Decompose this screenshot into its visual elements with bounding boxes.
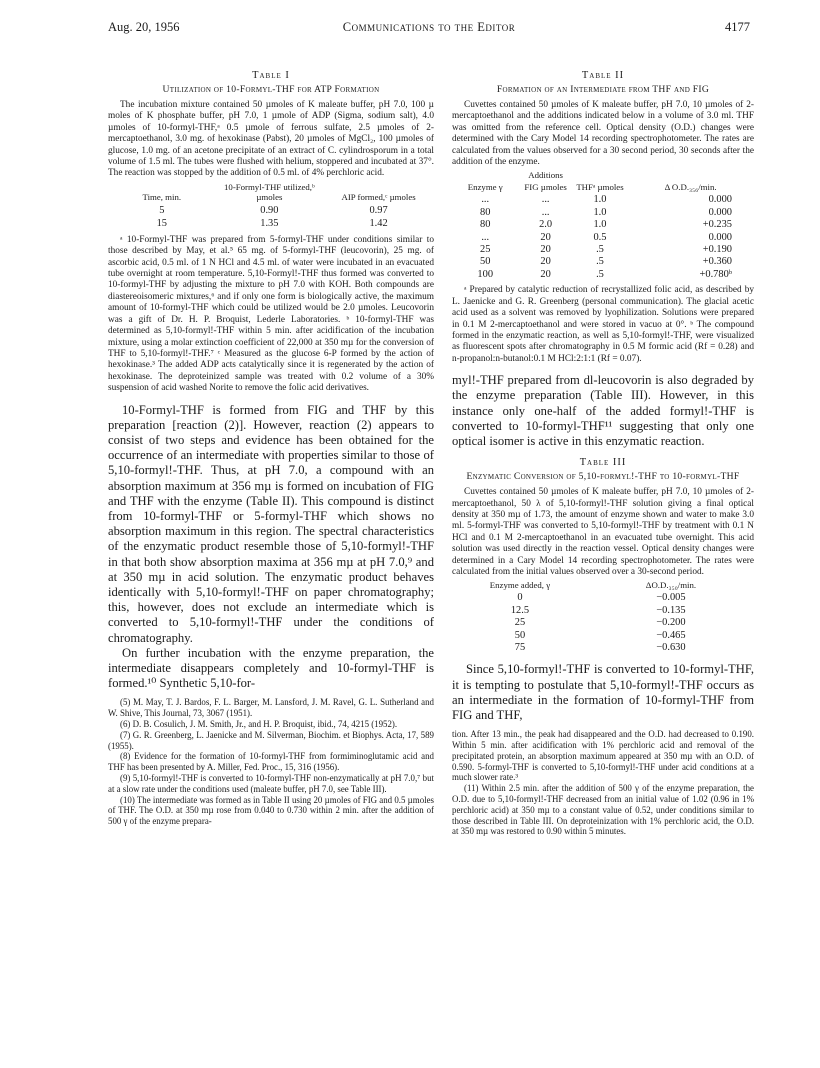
header-journal: Communications to the Editor: [342, 20, 516, 34]
table-cell: 80: [480, 219, 491, 231]
table-row: [452, 605, 754, 617]
table-cell: 20: [540, 244, 551, 256]
table-cell: 20: [540, 231, 551, 243]
table-cell: −0.630: [656, 642, 686, 654]
table-cell: −0.135: [656, 604, 686, 616]
table-row: [452, 617, 754, 629]
table-row: [452, 207, 754, 219]
table-cell: ...: [481, 231, 490, 243]
header-page-number: 4177: [725, 20, 750, 34]
table-cell: −0.200: [656, 617, 686, 629]
table-cell: 20: [540, 256, 551, 268]
table-row: [452, 194, 754, 206]
table-row: [452, 232, 754, 244]
table-cell: 2.0: [539, 219, 553, 231]
footnote: (11) Within 2.5 min. after the addition of 500 γ of the enzyme preparation, the O.D. due to 5,10-formyl!-THF decreased from an initial value of 1.02 (0.96 in 1% perchloric acid) at 350 mµ to a constant value of 0.52, under conditions similar to those described in Table III. On deproteinization with 1% perchloric acid, the O.D. at 350 mµ was restored to 0.90 within 5 minutes.: [452, 783, 754, 837]
table2-header-row: [452, 170, 754, 182]
table-cell: 1.0: [593, 194, 607, 206]
table-cell: +0.235: [702, 219, 732, 231]
table-cell: .5: [596, 256, 604, 268]
table2: [452, 170, 754, 281]
table2-title: Table II: [581, 70, 625, 81]
table-cell: 1.0: [593, 219, 607, 231]
table-row: [108, 204, 434, 218]
table1-title: Table I: [252, 70, 290, 81]
table2-header-cell: Enzyme γ: [467, 182, 503, 193]
table-cell: 0: [517, 592, 523, 604]
table2-description: Cuvettes contained 50 µmoles of K maleate buffer, pH 7.0, 10 µmoles of 2-mercaptoethanol and the additions indicated below in a volume of 3.0 ml. THF was omitted from the reference cell. Optical density (O.D.) changes were determined with the Cary Model 14 recording spectrophotometer. The rates are calculated from the values observed for a 30 second period, 30 seconds after the addition of the enzyme.: [452, 100, 754, 168]
table-row: [452, 256, 754, 268]
footnote: tion. After 13 min., the peak had disappeared and the O.D. had decreased to 0.190. Within 5 min. after acidification with 1% perchloric acid and removal of the precipitated protein, an absorption maximum appeared at 350 mµ with an O.D. of 0.590. 5-formyl-THF is converted to 5,10-formyl!-THF under acid conditions at a much slower rate.³: [452, 729, 754, 783]
table-cell: 50: [514, 629, 526, 641]
table-cell: 80: [480, 206, 491, 218]
table-cell: 25: [514, 617, 526, 629]
table-cell: 75: [514, 642, 526, 654]
table3-header-row: [452, 580, 754, 592]
body-paragraph: Since 5,10-formyl!-THF is converted to 10-formyl-THF, it is tempting to postulate that 5,10-formyl!-THF occurs as an intermediate in the formation of 10-formyl-THF from FIG and THF,: [452, 662, 754, 723]
table-cell: 5: [159, 204, 165, 216]
table-row: [452, 592, 754, 604]
table1-footnote: ᵃ 10-Formyl-THF was prepared from 5-formyl-THF under conditions similar to those described by May, et al.⁵ 65 mg. of 5-formyl-THF (leucovorin), 25 mg. of ascorbic acid, 0.5 ml. of 1 N HCl and 4.5 ml. of water were incubated in an evacuated tube overnight at room temperature. 5,10-Formyl!-THF thus formed was converted to 10-formyl-THF by adjusting the mixture to pH 7.0 with KOH. Both compounds are diastereoisomeric mixtures,⁶ and if only one form is biologically active, the maximum amount of 10-formyl-THF which could be utilized would be 2.0 µmoles. Leucovorin was a gift of Dr. H. P. Broquist, Lederle Laboratories. ᵇ 10-formyl-THF was determined as 5,10-formyl!-THF within 5 min. after acidification of the incubation mixture, using a molar extinction coefficient of 22,000 at 350 mµ for the conversion of THF to 5,10-formyl!-THF.⁷ ᶜ Measured as the glucose 6-P formed by the action of hexokinase.³ The added ADP acts catalytically since it is regenerated by the action of hexokinase. The deproteinized sample was treated with 0.2 volume of a 30% suspension of acid washed Norite to remove the folic acid derivatives.: [108, 234, 434, 394]
body-paragraph: 10-Formyl-THF is formed from FIG and THF by this preparation [reaction (2)]. However, reaction (2) appears to consist of two steps and evidence has been obtained for the occurrence of an intermediate with properties similar to those of 5,10-formyl!-THF. Thus, at pH 7.0, a compound with an absorption maximum at 356 mµ is formed on incubation of FIG and THF with the enzyme (Table II). This compound is distinct from 10-formyl-THF or 5-formyl-THF which shows no absorption maximum in this region. The spectral characteristics of the enzymatic product resemble those of 5,10-formyl!-THF in that both show absorption maxima at 356 mµ at pH 7.0,⁹ and at 350 mµ in acid solution. The enzymatic product behaves identically with 5,10-formyl!-THF on paper chromatography; this, however, does not exclude an intermediate which is converted to 5,10-formyl!-THF under the conditions of chromatography.: [108, 402, 434, 645]
table-cell: ...: [541, 206, 550, 218]
footnote: (8) Evidence for the formation of 10-formyl-THF from formiminoglutamic acid and THF has been presented by A. Miller, Fed. Proc., 15, 316 (1956).: [108, 751, 434, 773]
table-cell: 12.5: [510, 604, 530, 616]
table-cell: 20: [540, 268, 551, 280]
table1-header-row: [108, 182, 434, 204]
table2-header-cell: FIG µmoles: [524, 182, 567, 193]
table-cell: +0.190: [702, 244, 732, 256]
footnote: (7) G. R. Greenberg, L. Jaenicke and M. Silverman, Biochim. et Biophys. Acta, 17, 589 (1955).: [108, 729, 434, 751]
table-cell: 0.5: [593, 231, 607, 243]
table-row: [452, 630, 754, 642]
table-cell: +0.780ᵇ: [699, 268, 732, 280]
table1-description: The incubation mixture contained 50 µmoles of K maleate buffer, pH 7.0, 100 µ moles of K phosphate buffer, pH 7.0, 1 µmole of ADP (Sigma, sodium salt), 4.0 µmoles of 10-formyl-THF,ᵃ 0.5 µmole of ferrous sulfate, 2.5 µmoles of 2-mercaptoethanol, 3.0 mg. of hexokinase (Pabst), 20 µmoles of MgCl₂, 100 µmoles of glucose, 1.0 mg. of an acetone precipitate of an extract of C. cylindrosporum in a total volume of 1.5 ml. The tubes were flushed with helium, stoppered and incubated at 37°. The reaction was stopped by the addition of 0.5 ml. of 4% perchloric acid.: [108, 100, 434, 179]
table-row: [452, 269, 754, 281]
table-cell: +0.360: [702, 256, 732, 268]
table3-caption: Enzymatic Conversion of 5,10-formyl!-THF to 10-formyl-THF: [466, 471, 740, 483]
table1-caption: Utilization of 10-Formyl-THF for ATP Formation: [162, 84, 380, 95]
table1-header-cell: AIP formed,ᶜ µmoles: [341, 191, 416, 202]
table-row: [452, 642, 754, 654]
table3-description: Cuvettes contained 50 µmoles of K maleate buffer, pH 7.0, 10 µmoles of 2-mercaptoethanol, 50 λ of 5,10-formyl!-THF solution giving a final optical density at 350 mµ of 1.73, the amount of enzyme shown and water to make 3.0 ml. 5-formyl-THF was converted to 5,10-formyl!-THF by treatment with 0.1 N HCl and 0.1 M 2-mercaptoethanol in an evacuated tube overnight. This acid solution was used directly in the reaction vessel. Optical density changes were determined in a Cary Model 14 recording spectrophotometer. The rates were calculated from the initial values observed over a 30-second period.: [452, 487, 754, 577]
footnotes: [108, 697, 434, 827]
table-cell: 0.90: [260, 204, 279, 216]
table-cell: −0.005: [656, 592, 686, 604]
table-cell: 0.97: [369, 204, 388, 216]
table-row: [108, 217, 434, 231]
table-cell: 0.000: [708, 194, 732, 206]
table3: [452, 580, 754, 654]
table3-header-cell: ΔO.D.₃₅₀/min.: [645, 580, 697, 591]
table-cell: 0.000: [708, 231, 732, 243]
table-cell: 1.35: [260, 218, 279, 230]
footnote: (9) 5,10-formyl!-THF is converted to 10-formyl-THF non-enzymatically at pH 7.0,⁷ but at a slow rate under the conditions used (maleate buffer, pH 7.0, see Table III).: [108, 772, 434, 794]
table-cell: ...: [541, 194, 550, 206]
table2-footnote: ᵃ Prepared by catalytic reduction of recrystallized folic acid, as described by L. Jaenicke and G. R. Greenberg (personal communication). The glacial acetic acid used as a solvent was removed by lyophilization. Solutions were prepared in 0.1 M 2-mercaptoethanol and were stored in vacuo at 0°. ᵇ The compound formed in the enzymatic reaction, as well as 5,10-formyl!-THF, were visualized as fluorescent spots after chromatography in 0.5 M formic acid (Rf = 0.28) and n-propanol:n-butanol:0.1 M HCl:2:1:1 (Rf = 0.07).: [452, 285, 754, 364]
table-cell: .5: [596, 268, 604, 280]
table2-header-cell: Δ O.D.₃₅₆/min.: [664, 182, 717, 193]
footnote: (6) D. B. Cosulich, J. M. Smith, Jr., and H. P. Broquist, ibid., 74, 4215 (1952).: [120, 718, 398, 729]
table-cell: ...: [481, 194, 490, 206]
table-cell: 15: [156, 218, 167, 230]
table-row: [452, 244, 754, 256]
table-cell: 25: [480, 244, 491, 256]
table2-header-cell: THFᵃ µmoles: [576, 182, 624, 193]
table1-header-cell: Time, min.: [142, 191, 182, 202]
table2-header-row: [452, 182, 754, 194]
table-cell: 50: [480, 256, 491, 268]
body-paragraph: myl!-THF prepared from dl-leucovorin is also degraded by the enzyme preparation (Table III). However, in this instance only one-half of the added formyl!-THF is converted to 10-formyl-THF¹¹ suggesting that only one optical isomer is active in this enzymatic reaction.: [452, 373, 754, 448]
body-paragraph: On further incubation with the enzyme preparation, the intermediate disappears completely and 10-formyl-THF is formed.¹⁰ Synthetic 5,10-for-: [108, 645, 434, 691]
table-cell: 100: [477, 268, 494, 280]
table3-header-cell: Enzyme added, γ: [489, 580, 551, 591]
table3-title: Table III: [579, 457, 627, 469]
header-date: Aug. 20, 1956: [108, 20, 180, 34]
table1: [108, 182, 434, 231]
running-header: [108, 20, 750, 36]
footnote: (10) The intermediate was formed as in Table II using 20 µmoles of FIG and 0.5 µmoles of THF. The O.D. at 350 mµ rose from 0.040 to 0.730 within 2 min. after the addition of 500 γ of the enzyme prepara-: [108, 794, 434, 827]
table-row: [452, 219, 754, 231]
table-cell: .5: [596, 244, 604, 256]
table2-additions-label: Additions: [528, 170, 563, 181]
table-cell: 1.42: [369, 218, 388, 230]
right-column: [452, 70, 754, 837]
table-cell: 0.000: [708, 206, 732, 218]
left-column: [108, 70, 434, 827]
table-cell: 1.0: [593, 206, 607, 218]
table2-caption: Formation of an Intermediate from THF and FIG: [496, 84, 710, 95]
footnotes: [452, 729, 754, 837]
footnote: (5) M. May, T. J. Bardos, F. L. Barger, M. Lansford, J. M. Ravel, G. L. Sutherland and W. Shive, This Journal, 73, 3067 (1951).: [108, 697, 434, 719]
table1-header-cell: 10-Formyl-THF utilized,ᵇ µmoles: [224, 181, 315, 202]
table-cell: −0.465: [656, 629, 686, 641]
